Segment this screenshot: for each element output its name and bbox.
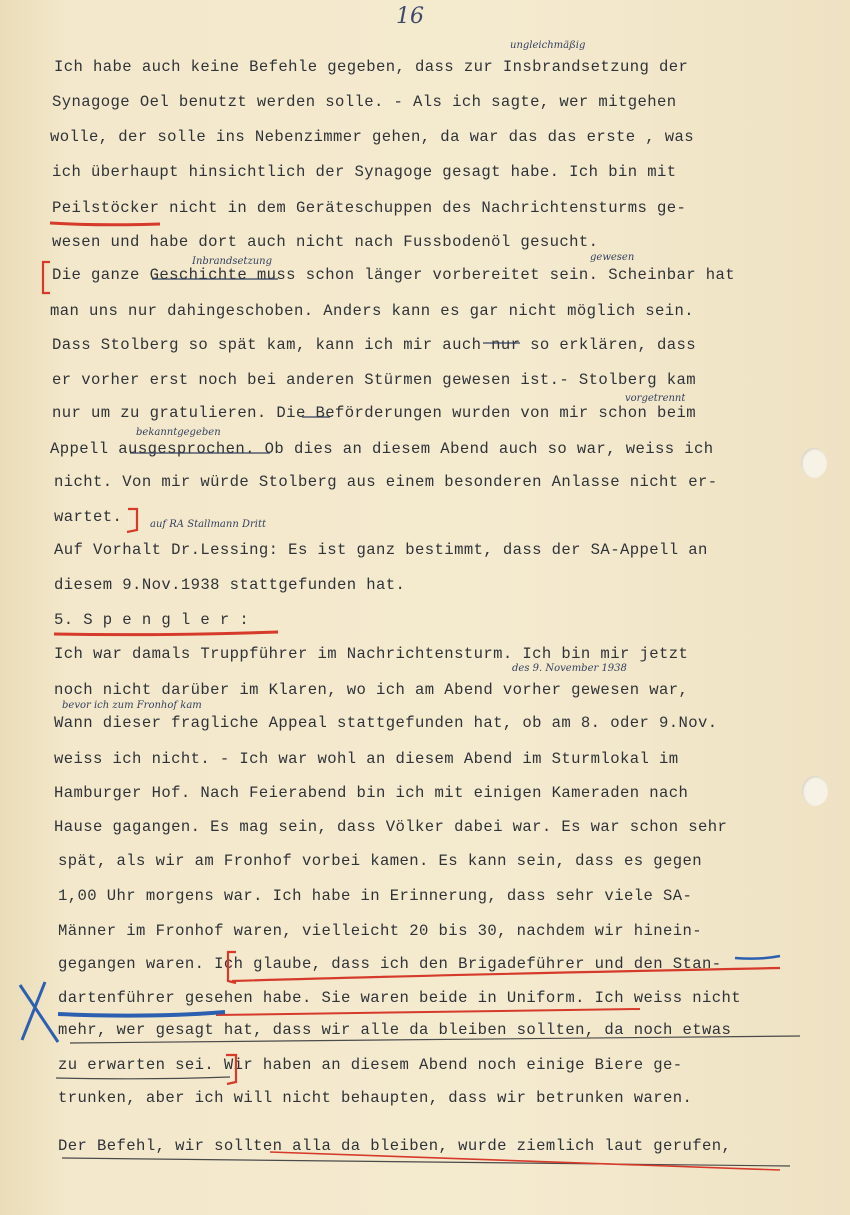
handwritten-note-ausgesprochen: bekanntgegeben	[136, 427, 221, 438]
handwritten-note-insbrand: ungleichmäßig	[510, 40, 586, 51]
text-line: gegangen waren. Ich glaube, dass ich den Brigadeführer und den Stan-	[58, 955, 722, 973]
red-underline-peilstoecker	[50, 223, 160, 225]
page-number: 16	[396, 4, 424, 29]
text-line: nur um zu gratulieren. Die Beförderungen wurden von mir schon beim	[52, 404, 697, 422]
text-line: trunken, aber ich will nicht behaupten, dass wir betrunken waren.	[58, 1089, 693, 1107]
text-line: dartenführer gesehen habe. Sie waren beide in Uniform. Ich weiss nicht	[58, 989, 742, 1007]
handwritten-note-wann: bevor ich zum Fronhof kam	[62, 700, 202, 711]
red-bracket-passage-open	[228, 952, 236, 983]
handwritten-note-lessing: auf RA Stallmann Dritt	[150, 519, 266, 530]
text-line: Appell ausgesprochen. Ob dies an diesem Abend auch so war, weiss ich	[50, 440, 714, 458]
text-line: Hause gagangen. Es mag sein, dass Völker dabei war. Es war schon sehr	[54, 818, 728, 836]
text-line: weiss ich nicht. - Ich war wohl an diesem Abend im Sturmlokal im	[54, 750, 679, 768]
text-line: Die ganze Geschichte muss schon länger vorbereitet sein. Scheinbar hat	[52, 266, 736, 284]
red-bracket-passage-close	[226, 1055, 236, 1084]
red-bracket-open	[43, 262, 50, 293]
text-line: Dass Stolberg so spät kam, kann ich mir auch nur so erklären, dass	[52, 336, 697, 354]
text-line: wesen und habe dort auch nicht nach Fussbodenöl gesucht.	[52, 233, 599, 251]
red-underline-glaube	[232, 968, 780, 981]
text-line: Ich habe auch keine Befehle gegeben, dass zur Insbrandsetzung der	[54, 58, 689, 76]
handwritten-note-sein: gewesen	[590, 252, 635, 263]
text-line: 1,00 Uhr morgens war. Ich habe in Erinnerung, dass sehr viele SA-	[58, 887, 693, 905]
pencil-underline-befehl	[62, 1158, 790, 1166]
blue-underline-stan	[735, 956, 780, 959]
pencil-underline-mehr	[70, 1036, 800, 1043]
red-bracket-close	[127, 509, 137, 532]
text-line: diesem 9.Nov.1938 stattgefunden hat.	[54, 576, 406, 594]
blue-underline-dartenfuehrer	[58, 1012, 225, 1016]
handwritten-note-abend: des 9. November 1938	[512, 663, 627, 674]
text-line: nicht. Von mir würde Stolberg aus einem besonderen Anlasse nicht er-	[54, 473, 718, 491]
text-line: spät, als wir am Fronhof vorbei kamen. Es kann sein, dass es gegen	[58, 852, 703, 870]
text-line: Auf Vorhalt Dr.Lessing: Es ist ganz bestimmt, dass der SA-Appell an	[54, 541, 708, 559]
text-line: zu erwarten sei. Wir haben an diesem Abend noch einige Biere ge-	[58, 1056, 683, 1074]
text-line: ich überhaupt hinsichtlich der Synagoge gesagt habe. Ich bin mit	[52, 163, 677, 181]
text-line: man uns nur dahingeschoben. Anders kann es gar nicht möglich sein.	[50, 302, 695, 320]
text-line: wartet.	[54, 508, 123, 526]
red-underline-uniform	[216, 1009, 640, 1015]
text-line: Synagoge Oel benutzt werden solle. - Als ich sagte, wer mitgehen	[52, 93, 677, 111]
handwritten-note-schon: vorgetrennt	[625, 393, 686, 404]
red-underline-spengler	[54, 632, 278, 635]
text-line: er vorher erst noch bei anderen Stürmen gewesen ist.- Stolberg kam	[52, 371, 697, 389]
text-line: Der Befehl, wir sollten alla da bleiben, wurde ziemlich laut gerufen,	[58, 1137, 732, 1155]
text-line: mehr, wer gesagt hat, dass wir alle da bleiben sollten, da noch etwas	[58, 1021, 732, 1039]
text-line: Peilstöcker nicht in dem Geräteschuppen des Nachrichtensturms ge-	[52, 199, 687, 217]
text-line: Wann dieser fragliche Appeal stattgefunden hat, ob am 8. oder 9.Nov.	[54, 714, 718, 732]
text-line: noch nicht darüber im Klaren, wo ich am Abend vorher gewesen war,	[54, 681, 689, 699]
handwritten-note-geschichte: Inbrandsetzung	[192, 256, 272, 267]
text-line: wolle, der solle ins Nebenzimmer gehen, da war das das erste , was	[50, 128, 695, 146]
section-heading: 5. S p e n g l e r :	[54, 611, 250, 629]
pencil-underline-zu	[56, 1077, 230, 1079]
text-line: Hamburger Hof. Nach Feierabend bin ich mit einigen Kameraden nach	[54, 784, 689, 802]
text-line: Ich war damals Truppführer im Nachrichtensturm. Ich bin mir jetzt	[54, 645, 689, 663]
text-line: Männer im Fronhof waren, vielleicht 20 bis 30, nachdem wir hinein-	[58, 922, 703, 940]
